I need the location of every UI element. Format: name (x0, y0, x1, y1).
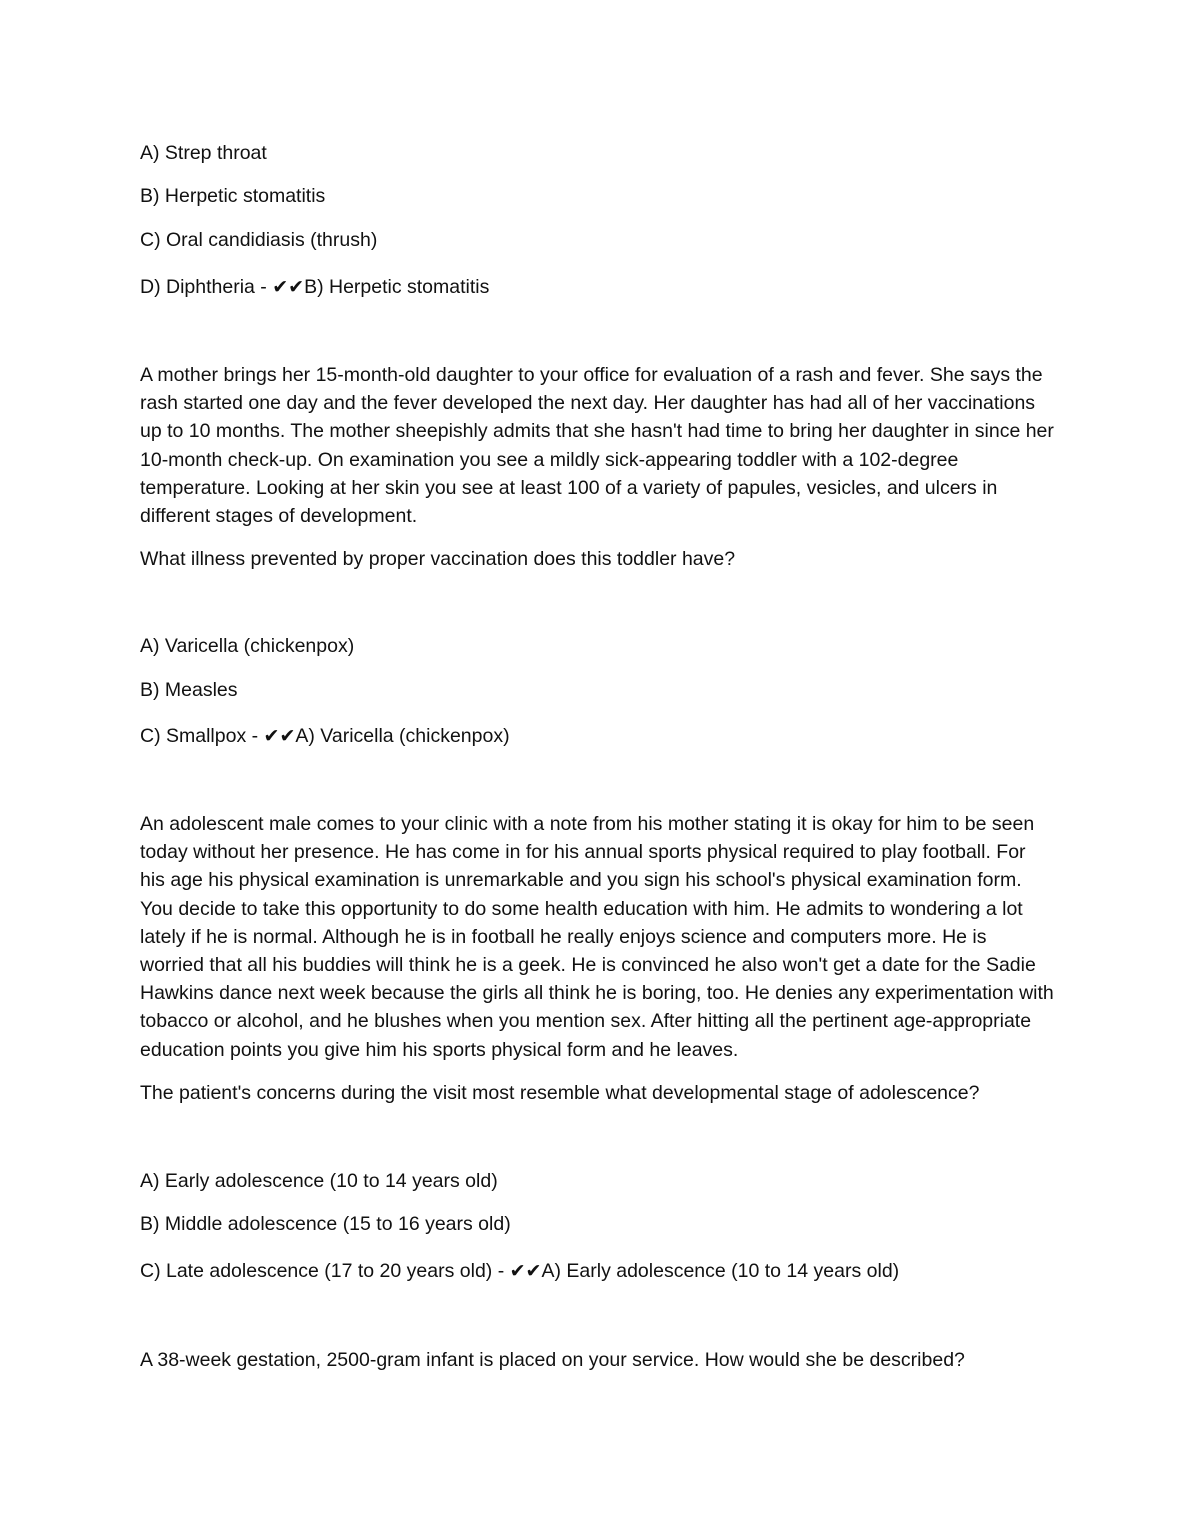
q2-question: What illness prevented by proper vaccination does this toddler have? (140, 548, 736, 570)
q3-answer: A) Early adolescence (10 to 14 years old) (541, 1260, 900, 1282)
q3-question: The patient's concerns during the visit most resemble what developmental stage of adolescence? (140, 1082, 980, 1104)
check-marks-icon: ✔✔ (263, 725, 296, 747)
q3-option-b: B) Middle adolescence (15 to 16 years old) (140, 1213, 511, 1235)
q1-option-c: C) Oral candidiasis (thrush) (140, 229, 378, 251)
check-marks-icon: ✔✔ (509, 1260, 542, 1282)
q4-stem: A 38-week gestation, 2500-gram infant is placed on your service. How would she be described? (140, 1349, 965, 1371)
q3-stem: An adolescent male comes to your clinic with a note from his mother stating it is okay for him to be seen today without her presence. He has come in for his annual sports physical required to play football. For his age his physical examination is unremarkable and you sign his school's physical examination form. You decide to take this opportunity to do some health education with him. He admits to wondering a lot lately if he is normal. Although he is in football he really enjoys science and computers more. He is worried that all his buddies will think he is a geek. He is convinced he also won't get a date for the Sadie Hawkins dance next week because the girls all think he is boring, too. He denies any experimentation with tobacco or alcohol, and he blushes when you mention sex. After hitting all the pertinent age-appropriate education points you give him his sports physical form and he leaves. (140, 813, 1054, 1061)
q3-option-a: A) Early adolescence (10 to 14 years old) (140, 1170, 498, 1192)
q2-option-b: B) Measles (140, 679, 238, 701)
q3-option-c: C) Late adolescence (17 to 20 years old) - (140, 1260, 510, 1282)
q1-answer: B) Herpetic stomatitis (304, 276, 490, 298)
q2-option-c: C) Smallpox - (140, 725, 264, 747)
q2-option-a: A) Varicella (chickenpox) (140, 635, 355, 657)
q2-answer: A) Varicella (chickenpox) (295, 725, 510, 747)
q1-option-a: A) Strep throat (140, 142, 267, 164)
q1-option-d-with-answer (140, 273, 489, 301)
q2-option-c-with-answer (140, 722, 510, 750)
q1-option-d: D) Diphtheria - (140, 276, 273, 298)
check-marks-icon: ✔✔ (272, 276, 305, 298)
q2-stem: A mother brings her 15-month-old daughter to your office for evaluation of a rash and fever. She says the rash started one day and the fever developed the next day. Her daughter has had all of her vaccinations up to 10 months. The mother sheepishly admits that she hasn't had time to bring her daughter in since her 10-month check-up. On examination you see a mildly sick-appearing toddler with a 102-degree temperature. Looking at her skin you see at least 100 of a variety of papules, vesicles, and ulcers in different stages of development. (140, 364, 1054, 528)
q3-option-c-with-answer (140, 1257, 899, 1285)
q1-option-b: B) Herpetic stomatitis (140, 185, 326, 207)
